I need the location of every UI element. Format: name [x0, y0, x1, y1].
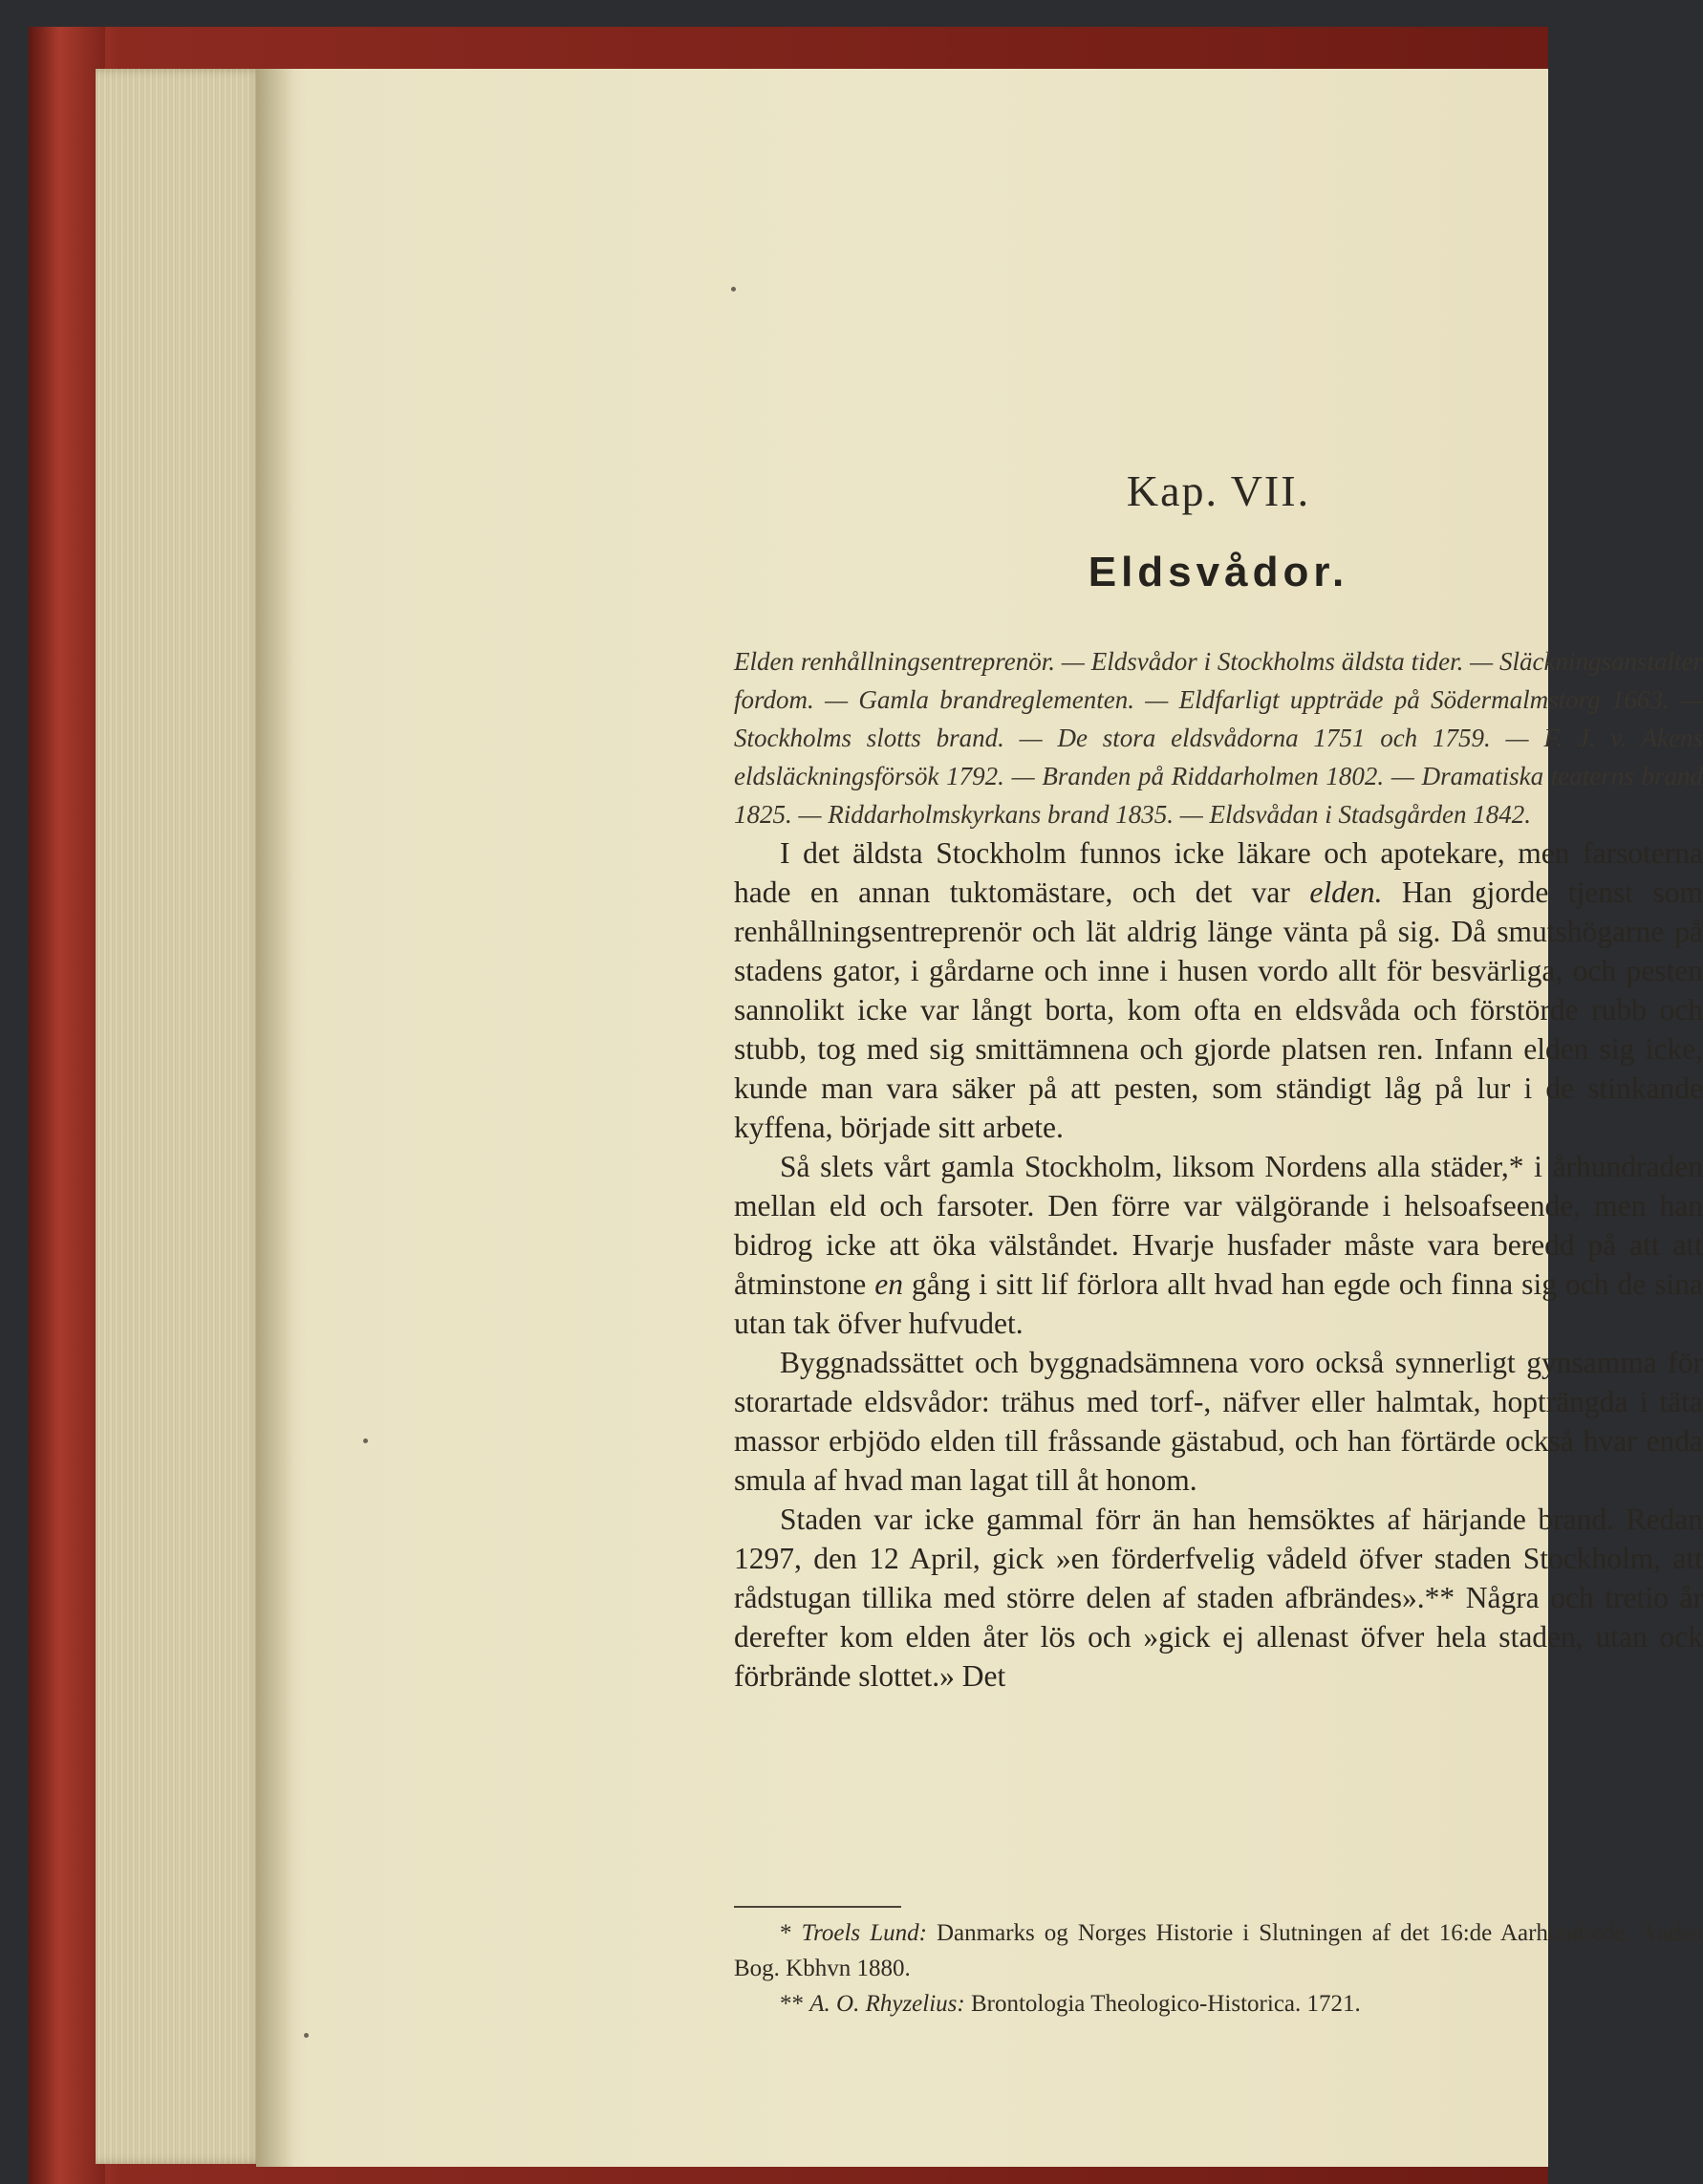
footnote-text: Brontologia Theologico-Historica. 1721.	[964, 1991, 1361, 2017]
book-page	[256, 69, 1703, 2167]
paragraph-text: I det äldsta Stockholm funnos icke läkare och apotekare, men farsoterna hade en annan tuktomästare, och det var	[734, 836, 1703, 909]
footnote-mark: **	[780, 1991, 810, 2017]
speck	[363, 1438, 368, 1443]
paragraph-text: Så slets vårt gamla Stockholm, liksom Nordens alla städer,* i århundraden mellan eld och farsoter. Den förre var välgörande i helsoafseende, men han bidrog icke att öka välståndet. Hvarje husfader måste vara beredd på att att åtminstone	[734, 1150, 1703, 1301]
paragraph-text: gång i sitt lif förlora allt hvad han egde och finna sig och de sina utan tak öfver hufvudet.	[734, 1267, 1703, 1340]
gutter-shadow	[256, 69, 294, 2167]
chapter-title: Eldsvådor.	[1088, 549, 1349, 595]
footnote-rule	[734, 1906, 901, 1908]
speck	[304, 2033, 309, 2038]
emphasis-text: elden.	[1309, 876, 1383, 909]
body-text	[734, 833, 1703, 1696]
chapter-summary: Elden renhållningsentreprenör. — Eldsvådor i Stockholms äldsta tider. — Släckningsanstalter fordom. — Gamla brandreglementen. — Eldfarligt uppträde på Södermalmstorg 1663. — Stockholms slotts brand. — De stora eldsvådorna 1751 och 1759. — F. J. v. Akens eldsläckningsförsök 1792. — Branden på Riddarholmen 1802. — Dramatiska teaterns brand 1825. — Riddarholmskyrkans brand 1835. — Eldsvådan i Stadsgården 1842.	[734, 647, 1703, 829]
book-cover-edge	[29, 27, 105, 2184]
footnote-2	[734, 1986, 1703, 2022]
paragraph-1	[734, 833, 1703, 1147]
footnote-1	[734, 1915, 1703, 1986]
footnote-text: Danmarks og Norges Historie i Slutningen af det 16:de Aarhundrede. Anden Bog. Kbhvn 1880.	[734, 1920, 1703, 1981]
footnote-author: Troels Lund:	[801, 1920, 927, 1946]
paragraph-3: Byggnadssättet och byggnadsämnena voro också synnerligt gynsamma för storartade eldsvådor: trähus med torf-, näfver eller halmtak, hopträngda i täta massor erbjödo elden till fråssande gästabud, och han förtärde också hvar enda smula af hvad man lagat till åt honom.	[734, 1346, 1703, 1497]
emphasis-text: en	[874, 1267, 903, 1301]
footnote-mark: *	[780, 1920, 802, 1946]
paragraph-4: Staden var icke gammal förr än han hemsöktes af härjande brand. Redan 1297, den 12 April, gick »en förderfvelig vådeld öfver staden Stockholm, att rådstugan tillika med större delen af staden afbrändes».** Några och tretio år derefter kom elden åter lös och »gick ej allenast öfver hela staden, utan ock förbrände slottet.» Det	[734, 1503, 1703, 1693]
footnote-author: A. O. Rhyzelius:	[809, 1991, 965, 2017]
chapter-heading: Kap. VII.	[1126, 466, 1311, 515]
paragraph-2	[734, 1147, 1703, 1343]
page-block-edges	[96, 69, 263, 2164]
paragraph-text: Han gjorde tjenst som renhållningsentreprenör och lät aldrig länge vänta på sig. Då smutshögarne på stadens gator, i gårdarne och inne i husen vordo allt för besvärliga, och pesten sannolikt icke var långt borta, kom ofta en eldsvåda och förstörde rubb och stubb, tog med sig smittämnena och gjorde platsen ren. Infann elden sig icke, kunde man vara säker på att pesten, som ständigt låg på lur i de stinkande kyffena, började sitt arbete.	[734, 876, 1703, 1144]
speck	[731, 287, 736, 292]
footnotes	[734, 1915, 1703, 2022]
